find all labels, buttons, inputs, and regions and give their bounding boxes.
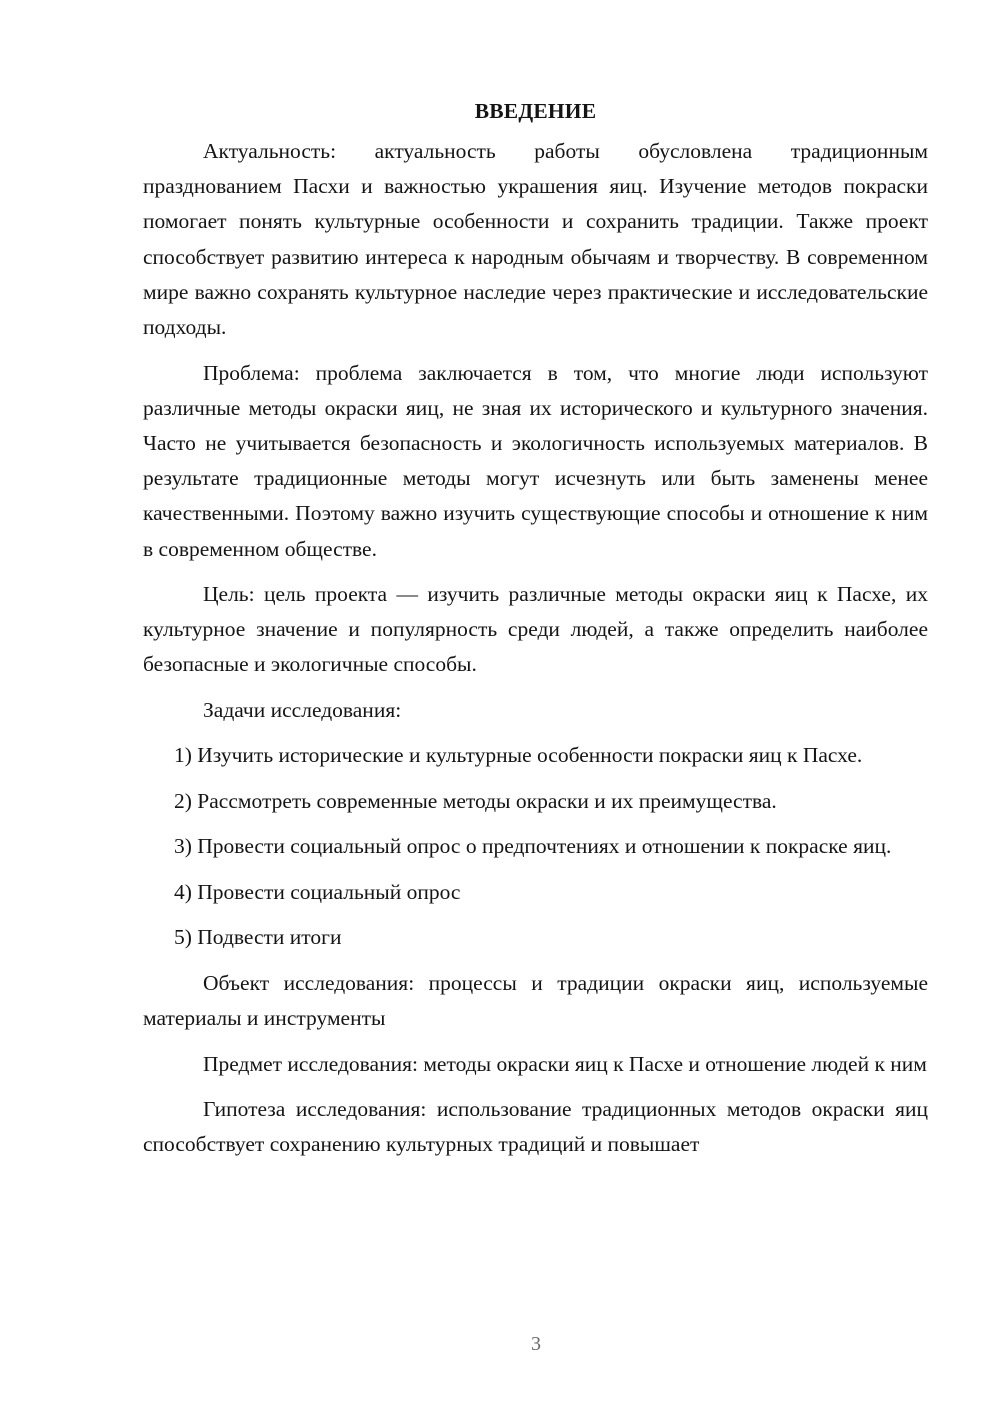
task-list-item-4: 4) Провести социальный опрос — [174, 879, 461, 904]
section-title: ВВЕДЕНИЕ — [474, 99, 597, 123]
task-list-item-2: 2) Рассмотреть современные методы окраски и их преимущества. — [174, 788, 777, 813]
paragraph-hypothesis: Гипотеза исследования: использование традиционных методов окраски яиц способствует сохранению культурных традиций и повышает — [143, 1097, 928, 1157]
paragraph-tasks-heading: Задачи исследования: — [203, 697, 402, 722]
page-number: 3 — [531, 1333, 541, 1355]
task-list-item-3: 3) Провести социальный опрос о предпочтениях и отношении к покраске яиц. — [174, 834, 892, 859]
task-list-item-1: 1) Изучить исторические и культурные особенности покраски яиц к Пасхе. — [174, 743, 863, 768]
page-content — [143, 96, 928, 1173]
paragraph-problem: Проблема: проблема заключается в том, что многие люди используют различные методы окраски яиц, не зная их исторического и культурного значения. Часто не учитывается безопасность и экологичность используемых материалов. В результате традиционные методы могут исчезнуть или быть заменены менее качественными. Поэтому важно изучить существующие способы и отношение к ним в современном обществе. — [143, 360, 928, 561]
paragraph-research-subject: Предмет исследования: методы окраски яиц к Пасхе и отношение людей к ним — [203, 1051, 927, 1076]
task-list-item-5: 5) Подвести итоги — [174, 925, 342, 950]
paragraph-goal: Цель: цель проекта — изучить различные методы окраски яиц к Пасхе, их культурное значение и популярность среди людей, а также определить наиболее безопасные и экологичные способы. — [143, 582, 928, 677]
paragraph-relevance: Актуальность: актуальность работы обусловлена традиционным празднованием Пасхи и важностью украшения яиц. Изучение методов покраски помогает понять культурные особенности и сохранить традиции. Также проект способствует развитию интереса к народным обычаям и творчеству. В современном мире важно сохранять культурное наследие через практические и исследовательские подходы. — [143, 139, 928, 340]
paragraph-research-object: Объект исследования: процессы и традиции окраски яиц, используемые материалы и инструменты — [143, 970, 928, 1031]
